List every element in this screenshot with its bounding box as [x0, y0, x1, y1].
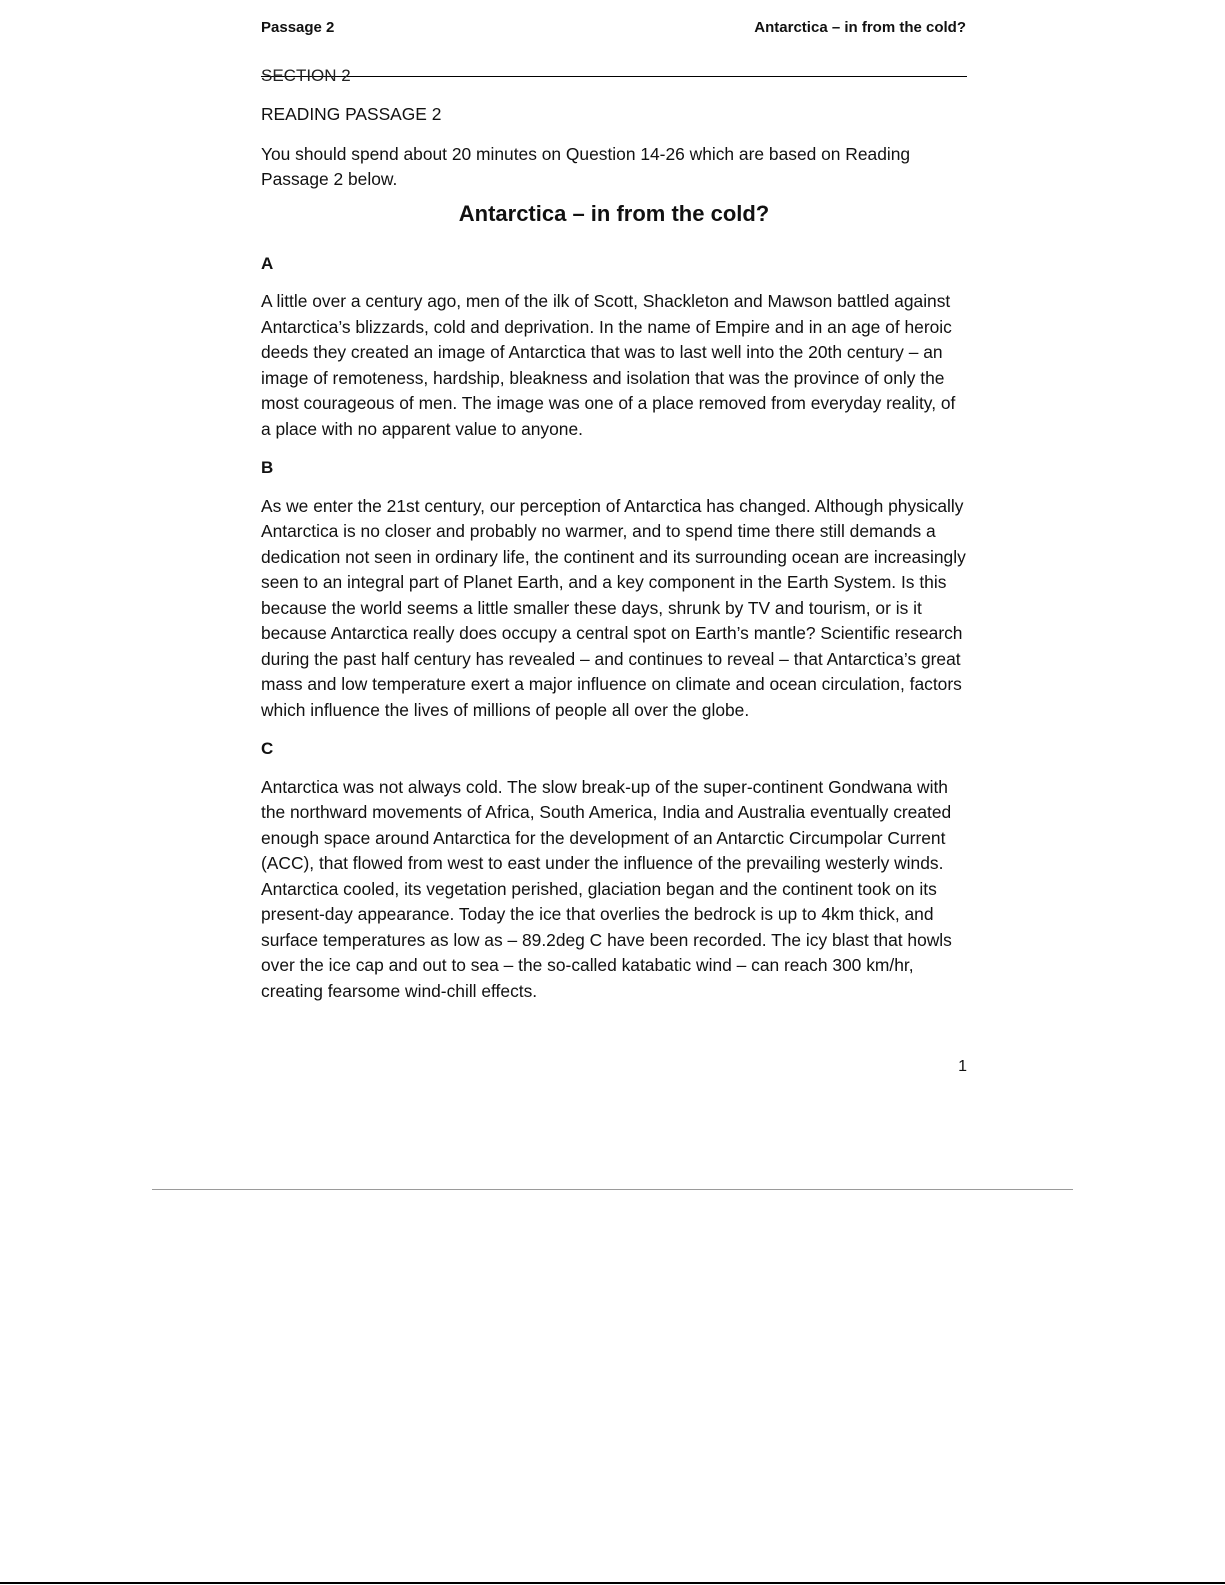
header-passage-label: Passage 2 [261, 19, 335, 36]
page-number: 1 [958, 1058, 967, 1075]
paragraph-c: Antarctica was not always cold. The slow break-up of the super-continent Gondwana with the northward movements of Africa, South America, India and Australia eventually created enough space around Antarctica for the development of an Antarctic Circumpolar Current (ACC), that flowed from west to east under the influence of the prevailing westerly winds. Antarctica cooled, its vegetation perished, glaciation began and the continent took on its present-day appearance. Today the ice that overlies the bedrock is up to 4km thick, and surface temperatures as low as – 89.2deg C have been recorded. The icy blast that howls over the ice cap and out to sea – the so-called katabatic wind – can reach 300 km/hr, creating fearsome wind-chill effects. [261, 776, 952, 1001]
instruction-text: You should spend about 20 minutes on Question 14-26 which are based on Reading Passage 2 below. [261, 143, 911, 189]
page-divider [152, 1189, 1073, 1190]
paragraph-b: As we enter the 21st century, our perception of Antarctica has changed. Although physically Antarctica is no closer and probably no warmer, and to spend time there still demands a dedication not seen in ordinary life, the continent and its surrounding ocean are increasingly seen to an integral part of Planet Earth, and a key component in the Earth System. Is this because the world seems a little smaller these days, shrunk by TV and tourism, or is it because Antarctica really does occupy a central spot on Earth’s mantle? Scientific research during the past half century has revealed – and continues to reveal – that Antarctica’s great mass and low temperature exert a major influence on climate and ocean circulation, factors which influence the lives of millions of people all over the globe. [261, 495, 966, 720]
paragraph-letter-c: C [261, 739, 274, 758]
passage-title: Antarctica – in from the cold? [458, 200, 770, 226]
paragraph-letter-a: A [261, 253, 274, 273]
paragraph-letter-b: B [261, 458, 274, 477]
paragraph-a: A little over a century ago, men of the ilk of Scott, Shackleton and Mawson battled against Antarctica’s blizzards, cold and deprivation. In the name of Empire and in an age of heroic deeds they created an image of Antarctica that was to last well into the 20th century – an image of remoteness, hardship, bleakness and isolation that was the province of only the most courageous of men. The image was one of a place removed from everyday reality, of a place with no apparent value to anyone. [261, 291, 956, 439]
section-label: SECTION 2 [261, 66, 351, 85]
reading-passage-label: READING PASSAGE 2 [261, 104, 442, 124]
bottom-border [0, 1582, 1225, 1584]
passage-content [261, 102, 967, 1017]
header-running-title: Antarctica – in from the cold? [754, 19, 966, 36]
section-rule [261, 76, 967, 77]
